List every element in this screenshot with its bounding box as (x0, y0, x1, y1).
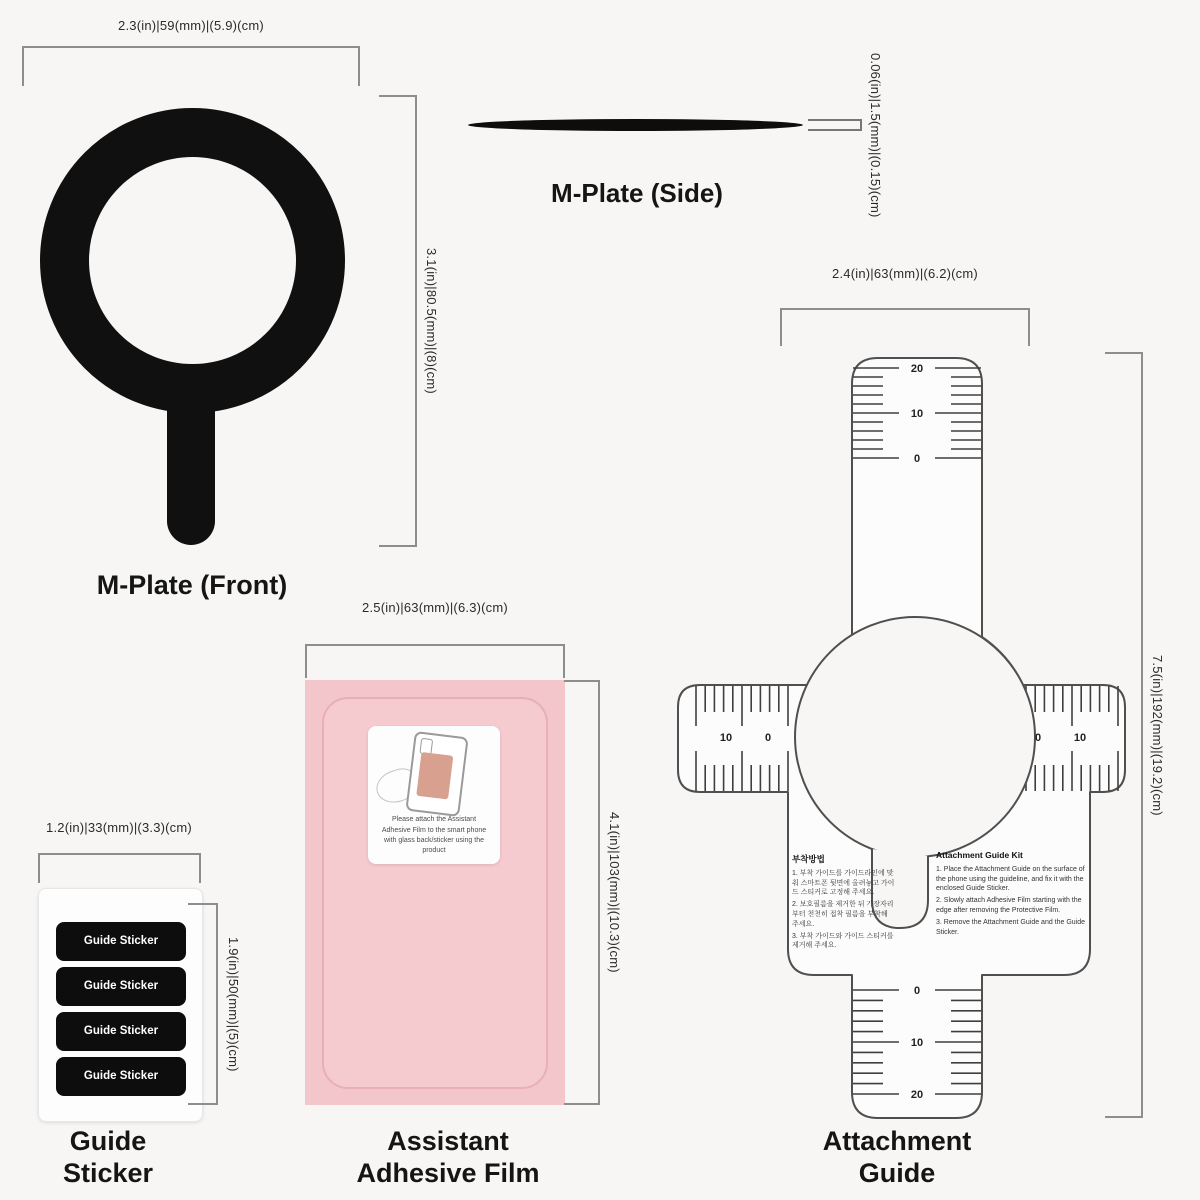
ruler-top-20: 20 (910, 363, 924, 375)
m-plate-side-caption: M-Plate (Side) (551, 178, 723, 208)
korean-step: 2. 보호필름을 제거한 뒤 가장자리부터 천천히 접착 필름을 부착해 주세요. (792, 901, 894, 928)
instruction-sticker (368, 726, 500, 864)
sticker-height-dim-label: 1.9(in)|50(mm)|(5)(cm) (226, 936, 241, 1072)
sticker-height-dim-tick-bottom (188, 1103, 218, 1105)
front-height-dim-tick-top (379, 95, 417, 97)
m-plate-side-profile (468, 119, 803, 131)
korean-instructions (792, 854, 896, 953)
guide-sticker-pill: Guide Sticker (56, 922, 186, 961)
guide-width-dim-line (780, 308, 1030, 310)
sticker-width-dim-tick-left (38, 853, 40, 883)
ruler-left-wing-10: 10 (719, 732, 733, 744)
phone-adhesive-pad (416, 752, 453, 800)
adhesive-film-caption-line2: Adhesive Film (356, 1157, 540, 1188)
guide-height-dim-label: 7.5(in)|192(mm)|(19.2)(cm) (1150, 654, 1165, 816)
film-height-dim-label: 4.1(in)|103(mm)|(10.3)(cm) (607, 812, 622, 973)
side-thickness-dim-connector (860, 119, 862, 131)
attachment-guide-caption (747, 1126, 1047, 1190)
phone-illustration (405, 731, 468, 817)
sticker-height-dim-tick-top (188, 903, 218, 905)
sticker-width-dim-tick-right (199, 853, 201, 883)
side-thickness-dim-line-top (808, 119, 862, 121)
film-width-dim-tick-right (563, 644, 565, 678)
ruler-right-wing-0: 0 (1034, 732, 1042, 744)
film-height-dim-line (598, 680, 600, 1105)
m-plate-front-caption: M-Plate (Front) (96, 570, 288, 600)
sticker-width-dim-label: 1.2(in)|33(mm)|(3.3)(cm) (46, 820, 192, 835)
ruler-bottom-10: 10 (910, 1037, 924, 1049)
front-height-dim-label: 3.1(in)|80.5(mm)|(8)(cm) (424, 248, 439, 394)
film-width-dim-label: 2.5(in)|63(mm)|(6.3)(cm) (362, 600, 508, 615)
guide-width-dim-tick-left (780, 308, 782, 346)
english-step: 2. Slowly attach Adhesive Film starting with the edge after removing the Protective Film. (936, 897, 1082, 915)
ruler-top-0: 0 (913, 453, 921, 465)
front-height-dim-line (415, 95, 417, 547)
guide-height-dim-line (1141, 352, 1143, 1118)
front-width-dim-label: 2.3(in)|59(mm)|(5.9)(cm) (118, 18, 264, 33)
english-step: 1. Place the Attachment Guide on the surface of the phone using the guideline, and fix it with the enclosed Guide Sticker. (936, 865, 1085, 893)
m-plate-front-ring (40, 108, 345, 413)
front-height-dim-tick-bottom (379, 545, 417, 547)
sticker-width-dim-line (38, 853, 201, 855)
guide-sticker-caption (8, 1126, 208, 1190)
attachment-guide-caption-line2: Guide (858, 1157, 936, 1188)
film-height-dim-tick-bottom (564, 1103, 600, 1105)
film-width-dim-line (305, 644, 565, 646)
adhesive-film-caption (298, 1126, 598, 1190)
guide-sticker-sheet (38, 888, 203, 1122)
side-thickness-dim-line-bottom (808, 129, 862, 131)
attachment-guide (660, 350, 1160, 1130)
guide-height-dim-tick-bottom (1105, 1116, 1143, 1118)
m-plate-front-stem (167, 392, 215, 545)
guide-circle-cutout (795, 617, 1035, 857)
attachment-guide-svg (660, 350, 1160, 1130)
instruction-sticker-text: Please attach the Assistant Adhesive Film to the smart phone with glass back/sticker using the product (381, 816, 487, 854)
guide-sticker-caption-line2: Sticker (62, 1157, 154, 1188)
front-width-dim-tick-right (358, 46, 360, 86)
attachment-guide-caption-line1: Attachment (822, 1126, 972, 1156)
korean-instructions-title: 부착방법 (792, 854, 825, 864)
guide-sticker-pill: Guide Sticker (56, 1012, 186, 1051)
english-step: 3. Remove the Attachment Guide and the Guide Sticker. (936, 918, 1086, 936)
ruler-bottom-20: 20 (910, 1089, 924, 1101)
adhesive-film-caption-line1: Assistant (387, 1126, 509, 1156)
guide-sticker-caption-line1: Guide (69, 1126, 147, 1156)
ruler-top-10: 10 (910, 408, 924, 420)
front-width-dim-tick-left (22, 46, 24, 86)
guide-width-dim-label: 2.4(in)|63(mm)|(6.2)(cm) (832, 266, 978, 281)
film-width-dim-tick-left (305, 644, 307, 678)
guide-width-dim-tick-right (1028, 308, 1030, 346)
english-instructions-title: Attachment Guide Kit (936, 850, 1023, 860)
film-height-dim-tick-top (564, 680, 600, 682)
guide-sticker-pill: Guide Sticker (56, 967, 186, 1006)
ruler-bottom-0: 0 (913, 985, 921, 997)
english-instructions (936, 850, 1086, 939)
guide-height-dim-tick-top (1105, 352, 1143, 354)
ruler-left-wing-0: 0 (764, 732, 772, 744)
side-thickness-dim-label: 0.06(in)|1.5(mm)|(0.15)(cm) (868, 52, 883, 218)
sticker-height-dim-line (216, 903, 218, 1105)
front-width-dim-line (22, 46, 360, 48)
korean-step: 3. 부착 가이드와 가이드 스티커를 제거해 주세요. (792, 932, 894, 950)
korean-step: 1. 부착 가이드를 가이드라인에 맞춰 스마트폰 뒷면에 올려놓고 가이드 스티커로 고정해 주세요. (792, 869, 895, 897)
guide-sticker-pill: Guide Sticker (56, 1057, 186, 1096)
ruler-right-wing-10: 10 (1073, 732, 1087, 744)
